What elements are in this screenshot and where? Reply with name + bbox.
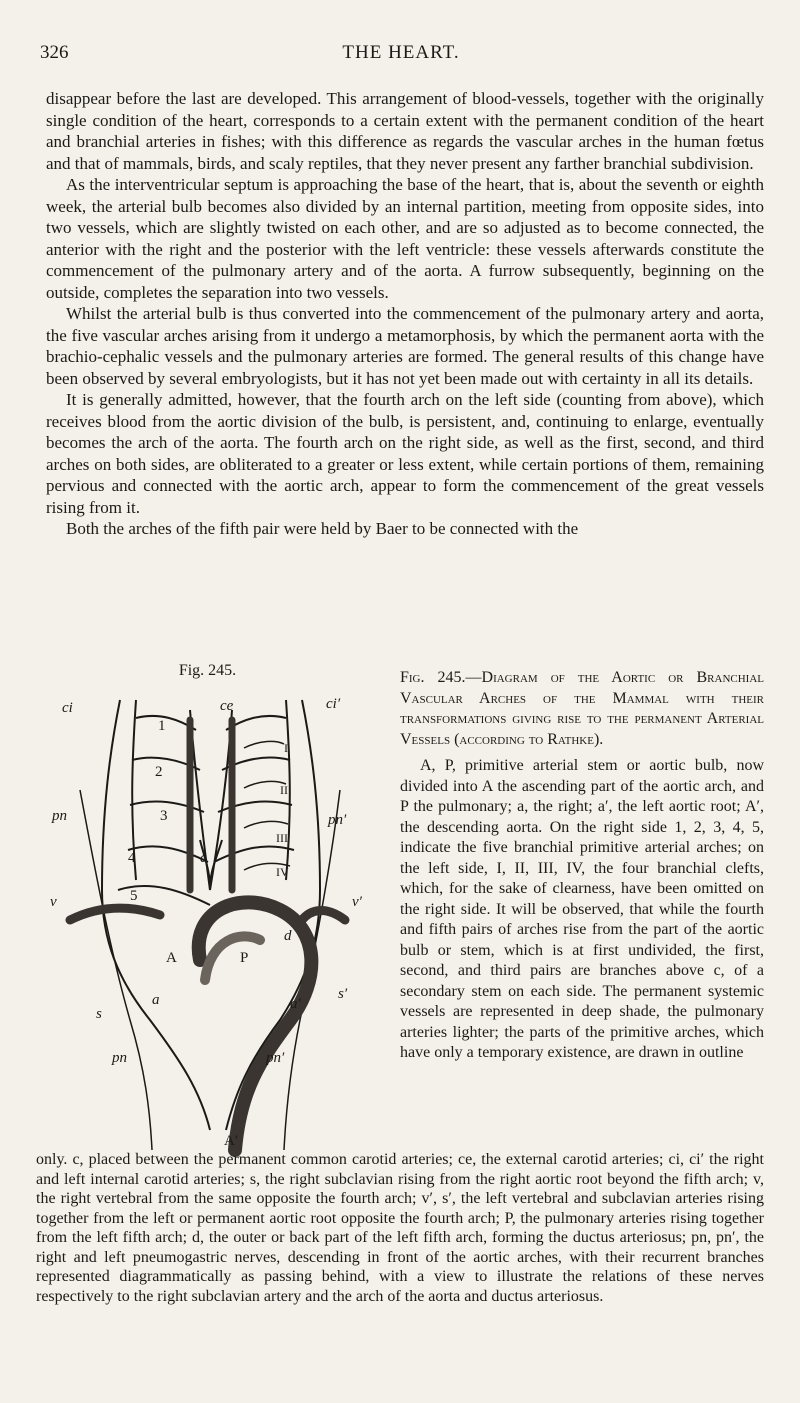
label-2: 2 bbox=[155, 764, 163, 780]
caption-continued-text: only. c, placed between the permanent common carotid arteries; ce, the external carotid arteries; ci, ci′ the right and left internal carotid arteries; s, the right subclavian rising from the right aortic root beyond the fifth arch; v, the right vertebral from the same opposite the fourth arch; v′, s′, the left vertebral and subclavian arteries rising together from the left or permanent aortic root opposite the fourth arch; P, the pulmonary arteries rising together from the left fifth arch; d, the outer or back part of the left fifth arch, forming the ductus arteriosus; pn, pn′, the right and left pneumogastric nerves, descending in front of the aortic arches, with their recurrent branches represented diagrammatically as passing behind, with a view to illustrate the relations of these nerves respectively to the right subclavian artery and the arch of the aorta and ductus arteriosus. bbox=[36, 1151, 764, 1305]
paragraph: disappear before the last are developed. This arrangement of blood-vessels, together with the originally single condition of the heart, corresponds to a certain extent with the permanent condition of the heart and branchial arteries in fishes; with this difference as regards the vascular arches in the human fœtus and that of mammals, birds, and scaly reptiles, that they never present any farther branchial subdivision. bbox=[46, 89, 764, 173]
right-arch-4 bbox=[128, 846, 208, 862]
label-roman-1: I bbox=[284, 741, 288, 755]
label-roman-3: III bbox=[276, 831, 288, 845]
label-roman-2: II bbox=[280, 783, 288, 797]
label-A: A bbox=[166, 950, 177, 966]
label-1: 1 bbox=[158, 718, 166, 734]
common-carotids bbox=[190, 720, 232, 890]
label-roman-4: IV bbox=[276, 865, 289, 879]
right-subclavian bbox=[70, 908, 160, 920]
label-v: v bbox=[50, 894, 57, 910]
label-A-prime: A′ bbox=[224, 1133, 239, 1149]
label-d: d bbox=[284, 928, 292, 944]
page-header bbox=[40, 42, 762, 70]
paragraph: Whilst the arterial bulb is thus converted into the commencement of the pulmonary artery and aorta, the five vascular arches arising from it undergo a metamorphosis, by which the permanent aorta with the brachio-cephalic vessels and the pulmonary arteries are formed. The general results of this change have been observed by several embryologists, but it has not yet been made out with certainty in all its details. bbox=[46, 304, 764, 388]
label-ci-prime: ci′ bbox=[326, 696, 341, 712]
label-4: 4 bbox=[128, 850, 136, 866]
page-number: 326 bbox=[40, 42, 69, 63]
left-cleft-3 bbox=[244, 821, 288, 828]
label-pn: pn bbox=[52, 808, 67, 824]
label-s-prime: s′ bbox=[338, 986, 348, 1002]
caption-description: A, P, primitive arterial stem or aortic bulb, now divided into A the ascending part of the aortic arch, and P the pulmonary; a, the right; a′, the left aortic root; A′, the descending aorta. On the right side 1, 2, 3, 4, 5, indicate the five branchial primitive arterial arches; on the left side, I, II, III, IV, the four branchial clefts, which, for the sake of clearness, have been omitted on the right side. It will be observed, that while the fourth and fifth pairs of arches rise from the part of the aortic bulb or stem, which is at first undivided, the first, second, and third pairs are branches above c, of a secondary stem on each side. The permanent systemic vessels are represented in deep shade, the pulmonary arteries lighter; the parts of the primitive arches, which have only a temporary existence, are drawn in outline bbox=[400, 757, 764, 1061]
left-subclavian bbox=[302, 911, 345, 920]
caption-title: Fig. 245.—Diagram of the Aortic or Branchial Vascular Arches of the Mammal with their transformations giving rise to the permanent Arterial Vessels (according to Rathke). bbox=[400, 669, 764, 748]
left-cleft-1 bbox=[244, 741, 284, 748]
label-ci: ci bbox=[62, 700, 73, 716]
paragraph: Both the arches of the fifth pair were held by Baer to be connected with the bbox=[66, 519, 579, 538]
label-c: c bbox=[200, 850, 207, 866]
body-text bbox=[46, 88, 764, 540]
paragraph: As the interventricular septum is approaching the base of the heart, that is, about the seventh or eighth week, the arterial bulb becomes also divided by an internal partition, meeting from opposite sides, into two vessels, which are slightly twisted on each other, and are so adjusted as to become connected, the anterior with the right and the posterior with the left ventricle: these vessels afterwards constitute the commencement of the pulmonary artery and of the aorta. A furrow subsequently, beginning on the outside, completes the separation into two vessels. bbox=[46, 175, 764, 302]
caption-continued bbox=[36, 1150, 764, 1306]
label-v-prime: v′ bbox=[352, 894, 362, 910]
label-P: P bbox=[240, 950, 249, 966]
label-pn-lower: pn bbox=[112, 1050, 127, 1066]
paragraph: It is generally admitted, however, that the fourth arch on the left side (counting from above), which receives blood from the aortic division of the bulb, is persistent, and, continuing to enlarge, eventually becomes the arch of the aorta. The fourth arch on the right side, as well as the first, second, and third arches on both sides, are obliterated to a greater or less extent, while certain portions of them, remaining pervious and connected with the aortic arch, appear to form the commencement of the great vessels rising from it. bbox=[46, 390, 764, 517]
label-a-prime: a′ bbox=[290, 996, 301, 1012]
figure-caption bbox=[400, 668, 764, 1064]
left-arch-4 bbox=[214, 846, 294, 862]
label-a: a bbox=[152, 992, 160, 1008]
aortic-arches-diagram bbox=[40, 690, 375, 1160]
right-pneumogastric-nerve bbox=[80, 790, 152, 1150]
label-s: s bbox=[96, 1006, 102, 1022]
label-3: 3 bbox=[160, 808, 168, 824]
label-ce: ce bbox=[220, 698, 234, 714]
external-carotid-stem bbox=[190, 710, 232, 890]
label-pn-prime: pn′ bbox=[328, 812, 347, 828]
label-5: 5 bbox=[130, 888, 138, 904]
running-head: THE HEART. bbox=[342, 42, 460, 63]
pulmonary-artery bbox=[205, 936, 260, 980]
label-pn-lower-prime: pn′ bbox=[266, 1050, 285, 1066]
figure-245 bbox=[40, 662, 375, 1162]
figure-label: Fig. 245. bbox=[178, 662, 237, 679]
